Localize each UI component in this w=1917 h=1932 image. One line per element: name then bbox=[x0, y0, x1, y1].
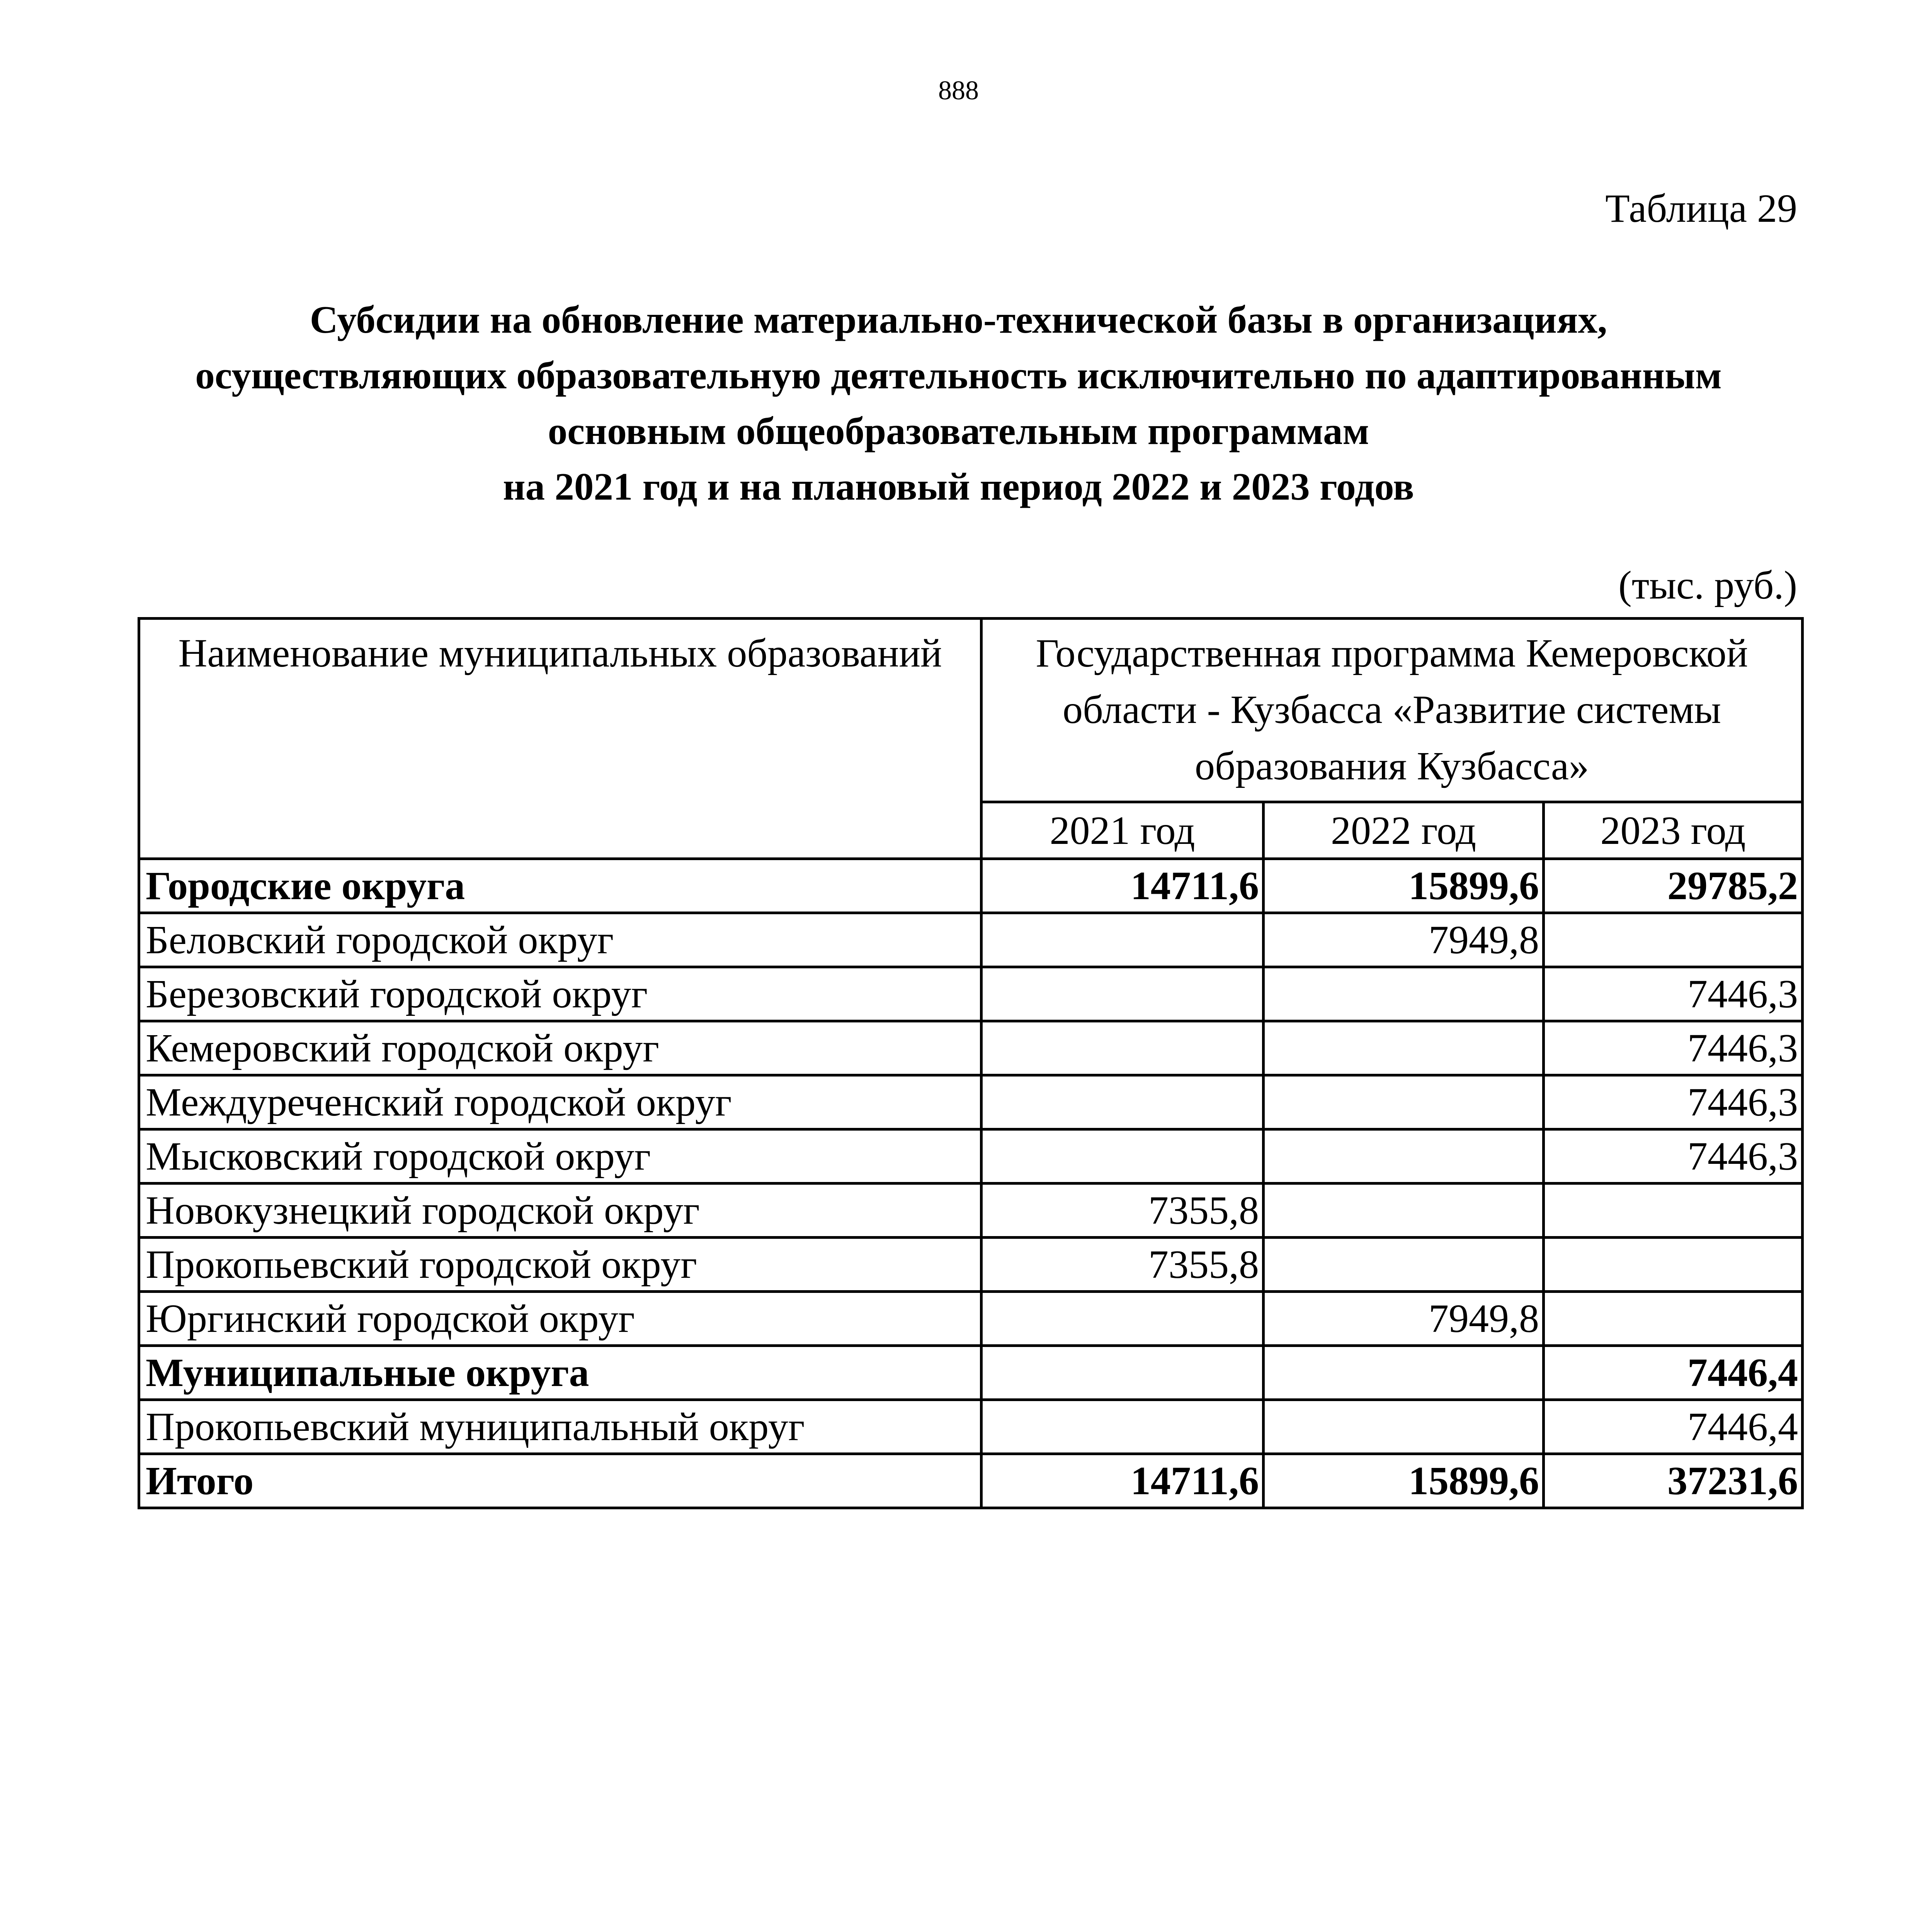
page-number: 888 bbox=[938, 76, 979, 105]
value-2021: 14711,6 bbox=[981, 1454, 1264, 1508]
value-2023 bbox=[1544, 913, 1803, 967]
value-2022 bbox=[1264, 1238, 1544, 1292]
row-name: Беловский городской округ bbox=[139, 913, 981, 967]
table-number: Таблица 29 bbox=[1605, 186, 1797, 231]
row-name: Прокопьевский муниципальный округ bbox=[139, 1400, 981, 1454]
row-name: Прокопьевский городской округ bbox=[139, 1238, 981, 1292]
table-row bbox=[139, 1184, 1803, 1238]
value-2022: 7949,8 bbox=[1264, 1292, 1544, 1346]
value-2023: 7446,3 bbox=[1544, 1021, 1803, 1075]
value-2023 bbox=[1544, 1292, 1803, 1346]
header-year-2023: 2023 год bbox=[1544, 802, 1803, 859]
value-2023: 7446,4 bbox=[1544, 1400, 1803, 1454]
table-row bbox=[139, 1075, 1803, 1129]
table-header-row bbox=[139, 619, 1803, 802]
title-line: Субсидии на обновление материально-технической базы в организациях, bbox=[310, 298, 1607, 341]
value-2021 bbox=[981, 1021, 1264, 1075]
row-name: Новокузнецкий городской округ bbox=[139, 1184, 981, 1238]
value-2022: 7949,8 bbox=[1264, 913, 1544, 967]
value-2023: 7446,3 bbox=[1544, 967, 1803, 1021]
table-row bbox=[139, 1129, 1803, 1184]
value-2021 bbox=[981, 1075, 1264, 1129]
value-2023: 29785,2 bbox=[1544, 859, 1803, 913]
row-name: Итого bbox=[139, 1454, 981, 1508]
value-2022 bbox=[1264, 1021, 1544, 1075]
value-2022 bbox=[1264, 1400, 1544, 1454]
header-year-2021: 2021 год bbox=[981, 802, 1264, 859]
table-row bbox=[139, 1292, 1803, 1346]
table-row bbox=[139, 913, 1803, 967]
value-2022: 15899,6 bbox=[1264, 859, 1544, 913]
value-2023: 7446,3 bbox=[1544, 1075, 1803, 1129]
value-2022 bbox=[1264, 967, 1544, 1021]
title-line: осуществляющих образовательную деятельность исключительно по адаптированным bbox=[195, 354, 1722, 397]
value-2022 bbox=[1264, 1184, 1544, 1238]
value-2021 bbox=[981, 1400, 1264, 1454]
value-2023 bbox=[1544, 1184, 1803, 1238]
value-2023: 37231,6 bbox=[1544, 1454, 1803, 1508]
subsidies-table bbox=[138, 617, 1804, 1509]
row-name: Юргинский городской округ bbox=[139, 1292, 981, 1346]
header-program: Государственная программа Кемеровской области - Кузбасса «Развитие системы образования Кузбасса» bbox=[981, 619, 1803, 802]
table-row-group bbox=[139, 859, 1803, 913]
value-2021: 14711,6 bbox=[981, 859, 1264, 913]
units-label: (тыс. руб.) bbox=[1618, 563, 1797, 607]
title-line: на 2021 год и на плановый период 2022 и 2023 годов bbox=[503, 465, 1414, 508]
table-row bbox=[139, 967, 1803, 1021]
row-name: Междуреченский городской округ bbox=[139, 1075, 981, 1129]
value-2023 bbox=[1544, 1238, 1803, 1292]
value-2021: 7355,8 bbox=[981, 1238, 1264, 1292]
header-year-2022: 2022 год bbox=[1264, 802, 1544, 859]
table-row-group bbox=[139, 1346, 1803, 1400]
table-row bbox=[139, 1021, 1803, 1075]
title-line: основным общеобразовательным программам bbox=[548, 409, 1369, 452]
value-2022 bbox=[1264, 1346, 1544, 1400]
row-name: Муниципальные округа bbox=[139, 1346, 981, 1400]
row-name: Городские округа bbox=[139, 859, 981, 913]
row-name: Кемеровский городской округ bbox=[139, 1021, 981, 1075]
value-2021 bbox=[981, 967, 1264, 1021]
value-2021: 7355,8 bbox=[981, 1184, 1264, 1238]
table-row bbox=[139, 1400, 1803, 1454]
value-2021 bbox=[981, 913, 1264, 967]
value-2022: 15899,6 bbox=[1264, 1454, 1544, 1508]
value-2022 bbox=[1264, 1129, 1544, 1184]
value-2021 bbox=[981, 1129, 1264, 1184]
value-2021 bbox=[981, 1292, 1264, 1346]
value-2023: 7446,3 bbox=[1544, 1129, 1803, 1184]
header-municipality: Наименование муниципальных образований bbox=[139, 619, 981, 859]
row-name: Мысковский городской округ bbox=[139, 1129, 981, 1184]
value-2023: 7446,4 bbox=[1544, 1346, 1803, 1400]
document-title bbox=[116, 292, 1801, 514]
value-2022 bbox=[1264, 1075, 1544, 1129]
row-name: Березовский городской округ bbox=[139, 967, 981, 1021]
table-row-total bbox=[139, 1454, 1803, 1508]
table-row bbox=[139, 1238, 1803, 1292]
value-2021 bbox=[981, 1346, 1264, 1400]
